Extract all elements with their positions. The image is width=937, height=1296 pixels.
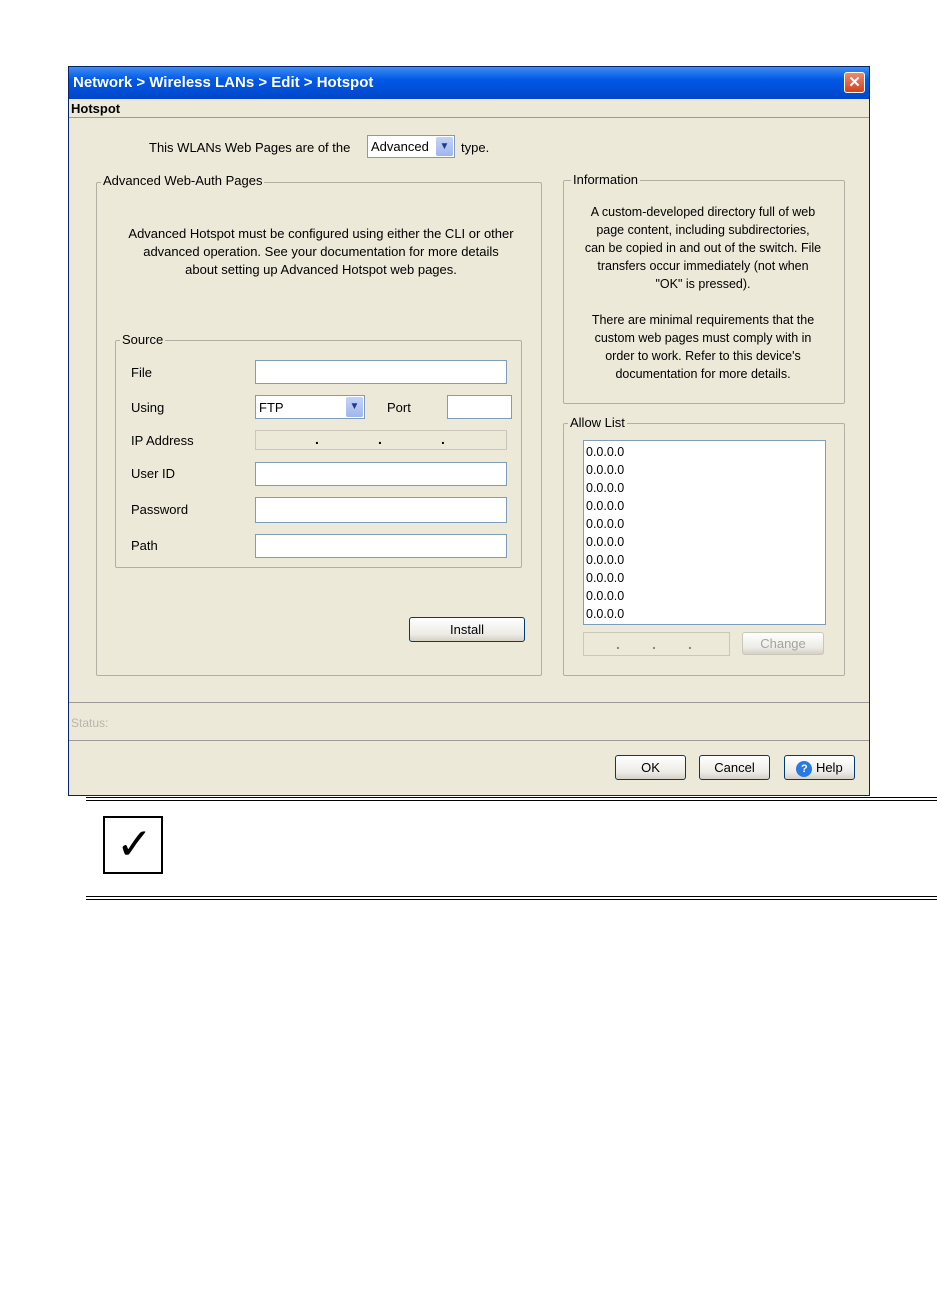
cancel-button[interactable]: Cancel [699, 755, 770, 780]
note-top-rule [86, 797, 937, 801]
password-input[interactable] [255, 497, 507, 523]
info-line: "OK" is pressed). [655, 277, 751, 291]
password-label: Password [131, 502, 189, 517]
ip-dot: . [688, 636, 692, 652]
check-icon: ✓ [116, 819, 153, 870]
chevron-down-icon[interactable]: ▼ [436, 137, 453, 156]
information-legend: Information [573, 172, 639, 187]
web-auth-legend: Advanced Web-Auth Pages [103, 173, 263, 188]
using-label: Using [131, 400, 165, 415]
source-legend: Source [122, 332, 164, 347]
user-id-label: User ID [131, 466, 176, 481]
note-bottom-rule [86, 896, 937, 900]
list-item[interactable]: 0.0.0.0 [586, 589, 625, 603]
chevron-down-icon[interactable]: ▼ [346, 397, 363, 417]
status-label: Status: [71, 716, 109, 730]
allow-ip-input[interactable] [583, 632, 730, 656]
path-input[interactable] [255, 534, 507, 558]
ip-dot: . [378, 431, 382, 447]
description-line: about setting up Advanced Hotspot web pages. [185, 262, 457, 277]
info-line: page content, including subdirectories, [596, 223, 810, 237]
list-item[interactable]: 0.0.0.0 [586, 571, 625, 585]
information-text [555, 203, 851, 383]
close-button[interactable] [844, 72, 865, 93]
status-separator-bottom [69, 740, 869, 741]
web-auth-description [103, 225, 539, 279]
list-item[interactable]: 0.0.0.0 [586, 553, 625, 567]
port-label: Port [387, 400, 411, 415]
using-select[interactable] [255, 395, 365, 419]
ok-button[interactable]: OK [615, 755, 686, 780]
file-label: File [131, 365, 152, 380]
ip-address-input[interactable] [255, 430, 507, 450]
web-pages-type-select[interactable] [367, 135, 455, 158]
list-item[interactable]: 0.0.0.0 [586, 481, 625, 495]
type-suffix-label: type. [461, 140, 490, 155]
ip-dot: . [652, 636, 656, 652]
path-label: Path [131, 538, 158, 553]
note-check-icon [103, 816, 163, 874]
info-line: order to work. Refer to this device's [605, 349, 801, 363]
description-line: Advanced Hotspot must be configured using either the CLI or other [128, 226, 514, 241]
help-label: Help [815, 760, 843, 775]
description-line: advanced operation. See your documentation for more details [143, 244, 499, 259]
list-item[interactable]: 0.0.0.0 [586, 499, 625, 513]
change-button[interactable]: Change [742, 632, 824, 655]
list-item[interactable]: 0.0.0.0 [586, 535, 625, 549]
list-item[interactable]: 0.0.0.0 [586, 607, 625, 621]
list-item[interactable]: 0.0.0.0 [586, 517, 625, 531]
install-button[interactable]: Install [409, 617, 525, 642]
help-icon: ? [796, 761, 812, 777]
window-title: Network > Wireless LANs > Edit > Hotspot [73, 74, 374, 91]
info-line: There are minimal requirements that the [591, 313, 815, 327]
user-id-input[interactable] [255, 462, 507, 486]
file-input[interactable] [255, 360, 507, 384]
status-separator-top [69, 702, 869, 703]
ip-dot: . [315, 431, 319, 447]
port-input[interactable] [447, 395, 512, 419]
ip-dot: . [616, 636, 620, 652]
close-icon: ✕ [848, 74, 861, 91]
info-line: A custom-developed directory full of web [590, 205, 816, 219]
type-prefix-label: This WLANs Web Pages are of the [149, 140, 351, 155]
help-button[interactable] [784, 755, 855, 780]
info-line: custom web pages must comply with in [594, 331, 812, 345]
info-line: documentation for more details. [615, 367, 791, 381]
web-pages-type-value: Advanced [371, 139, 429, 154]
ip-address-label: IP Address [131, 433, 194, 448]
info-line: can be copied in and out of the switch. File [584, 241, 822, 255]
title-bar[interactable] [69, 67, 869, 99]
list-item[interactable]: 0.0.0.0 [586, 445, 625, 459]
allow-list-box[interactable] [583, 440, 826, 625]
info-line: transfers occur immediately (not when [597, 259, 809, 273]
panel-header: Hotspot [69, 100, 869, 118]
using-value: FTP [259, 400, 284, 415]
list-item[interactable]: 0.0.0.0 [586, 463, 625, 477]
hotspot-dialog [68, 66, 870, 796]
ip-dot: . [441, 431, 445, 447]
allow-list-legend: Allow List [570, 415, 625, 430]
